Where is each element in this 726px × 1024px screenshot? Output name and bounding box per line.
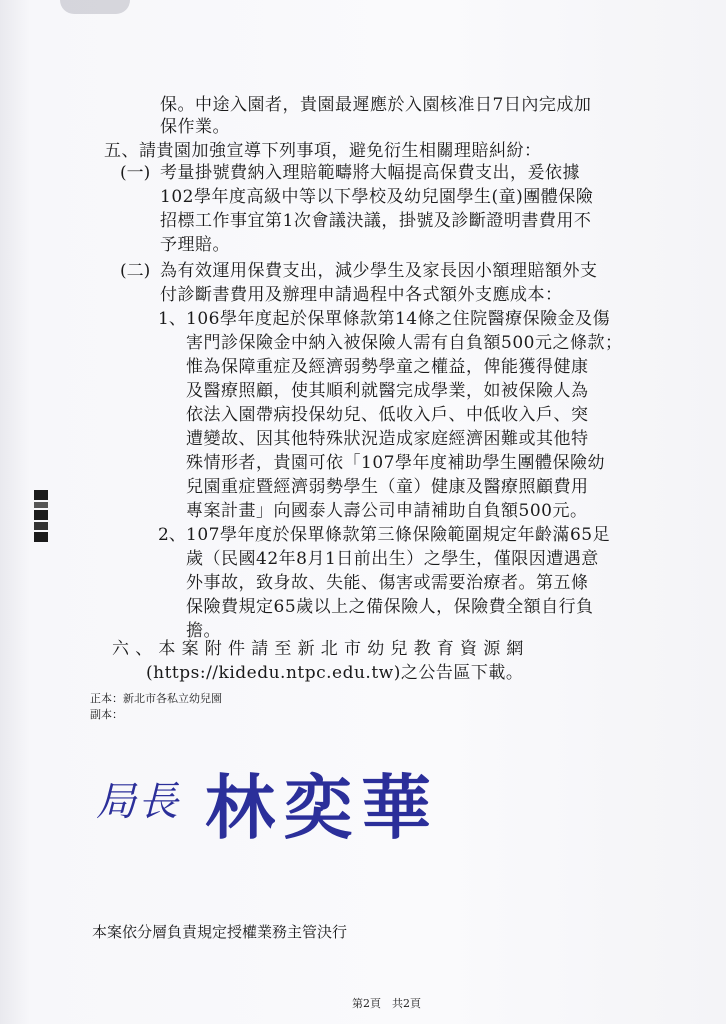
item-1-number: 1、 [158,309,186,329]
text-line: 歲（民國42年8月1日前出生）之學生，僅限因遭遇意 [186,549,599,569]
text-line: 保。中途入園者，貴園最遲應於入園核准日7日內完成加 [160,95,592,115]
signature-title: 局長 [96,779,180,825]
text-line: 102學年度高級中等以下學校及幼兒園學生(童)團體保險 [160,187,594,207]
text-line: 殊情形者，貴園可依「107學年度補助學生團體保險幼 [186,453,605,473]
text-line: 106學年度起於保單條款第14條之住院醫療保險金及傷 [186,309,611,329]
recipients: 正本：新北市各私立幼兒園 [90,692,222,705]
text-line: 專案計畫」向國泰人壽公司申請補助自負額500元。 [186,501,588,521]
section-5-1-number: (一) [120,163,151,183]
text-line: 招標工作事宜第1次會議決議，掛號及診斷證明書費用不 [160,211,592,231]
text-line: 擔。 [186,621,221,641]
carbon-copy: 副本： [90,708,123,721]
text-line: 惟為保障重症及經濟弱勢學童之權益，俾能獲得健康 [186,357,589,377]
text-line: 107學年度於保單條款第三條保險範圍規定年齡滿65足 [186,525,611,545]
section-6-heading: 六、本案附件請至新北市幼兒教育資源網 [112,639,530,659]
section-5-heading: 五、請貴園加強宣導下列事項，避免衍生相關理賠糾紛： [104,141,542,161]
text-line: 予理賠。 [160,235,230,255]
text-line: 保作業。 [160,117,230,137]
signature-name: 林奕華 [205,766,439,849]
page-number: 第2頁 共2頁 [352,997,421,1010]
text-line: 遭變故、因其他特殊狀況造成家庭經濟困難或其他特 [186,429,589,449]
text-line: 及醫療照顧，使其順利就醫完成學業，如被保險人為 [186,381,589,401]
scan-stain [60,0,130,14]
url-line: (https://kidedu.ntpc.edu.tw)之公告區下載。 [146,663,524,683]
seal-stamp [34,490,48,550]
text-line: 依法入園帶病投保幼兒、低收入戶、中低收入戶、突 [186,405,589,425]
section-5-2-number: (二) [120,261,151,281]
text-line: 考量掛號費納入理賠範疇將大幅提高保費支出，爰依據 [160,163,580,183]
text-line: 付診斷書費用及辦理申請過程中各式額外支應成本： [160,285,563,305]
item-2-number: 2、 [158,525,186,545]
text-line: 為有效運用保費支出，減少學生及家長因小額理賠額外支 [160,261,598,281]
text-line: 保險費規定65歲以上之備保險人，保險費全額自行負 [186,597,594,617]
text-line: 兒園重症暨經濟弱勢學生（童）健康及醫療照顧費用 [186,477,589,497]
text-line: 害門診保險金中納入被保險人需有自負額500元之條款； [186,333,623,353]
text-line: 外事故，致身故、失能、傷害或需要治療者。第五條 [186,573,589,593]
delegation-note: 本案依分層負責規定授權業務主管決行 [92,923,348,941]
